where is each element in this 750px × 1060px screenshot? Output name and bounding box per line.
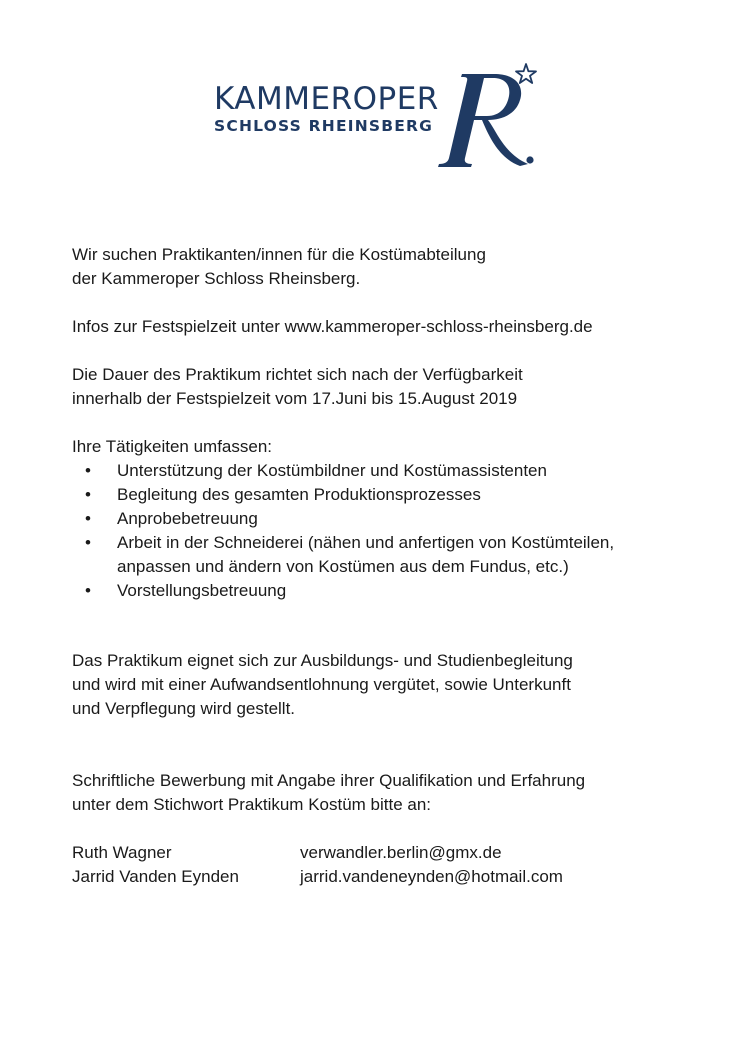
task-text: Vorstellungsbetreuung [117, 581, 287, 600]
bullet-icon: • [85, 461, 91, 480]
task-text: Anprobebetreuung [117, 509, 258, 528]
list-item [72, 483, 712, 507]
logo-text [214, 82, 439, 136]
duration-line-2: innerhalb der Festspielzeit vom 17.Juni bis 15.August 2019 [72, 389, 518, 408]
suitability-line-2: und wird mit einer Aufwandsentlohnung vergütet, sowie Unterkunft [72, 675, 571, 694]
task-text: Arbeit in der Schneiderei (nähen und anfertigen von Kostümteilen, anpassen und ändern von Kostümen aus dem Fundus, etc.) [117, 533, 615, 576]
application-line-1: Schriftliche Bewerbung mit Angabe ihrer Qualifikation und Erfahrung [72, 771, 586, 790]
contact-name: Ruth Wagner [72, 843, 172, 862]
bullet-icon: • [85, 581, 91, 600]
suitability-line-1: Das Praktikum eignet sich zur Ausbildungs- und Studienbegleitung [72, 651, 573, 670]
intro-line-2: der Kammeroper Schloss Rheinsberg. [72, 269, 361, 288]
contact-email[interactable]: verwandler.berlin@gmx.de [300, 843, 502, 862]
info-line: Infos zur Festspielzeit unter www.kammeroper-schloss-rheinsberg.de [72, 317, 593, 336]
contact-name: Jarrid Vanden Eynden [72, 867, 239, 886]
bullet-icon: • [85, 533, 91, 552]
logo-title: KAMMEROPER [214, 81, 439, 117]
bullet-icon: • [85, 509, 91, 528]
intro-line-1: Wir suchen Praktikanten/innen für die Kostümabteilung [72, 245, 486, 264]
task-text: Unterstützung der Kostümbildner und Kostümassistenten [117, 461, 547, 480]
document-body [72, 243, 712, 889]
list-item [72, 507, 712, 531]
contact-list [72, 841, 712, 889]
task-text: Begleitung des gesamten Produktionsprozesses [117, 485, 481, 504]
tasks-heading: Ihre Tätigkeiten umfassen: [72, 437, 273, 456]
list-item [72, 579, 712, 603]
duration-line-1: Die Dauer des Praktikum richtet sich nach der Verfügbarkeit [72, 365, 523, 384]
bullet-icon: • [85, 485, 91, 504]
logo [214, 58, 544, 178]
tasks-list [72, 459, 712, 603]
logo-r-star-icon [432, 58, 544, 173]
application-line-2: unter dem Stichwort Praktikum Kostüm bitte an: [72, 795, 432, 814]
contact-email[interactable]: jarrid.vandeneynden@hotmail.com [300, 867, 563, 886]
list-item [72, 531, 712, 579]
list-item [72, 459, 712, 483]
logo-subtitle: SCHLOSS RHEINSBERG [214, 117, 434, 135]
suitability-line-3: und Verpflegung wird gestellt. [72, 699, 296, 718]
